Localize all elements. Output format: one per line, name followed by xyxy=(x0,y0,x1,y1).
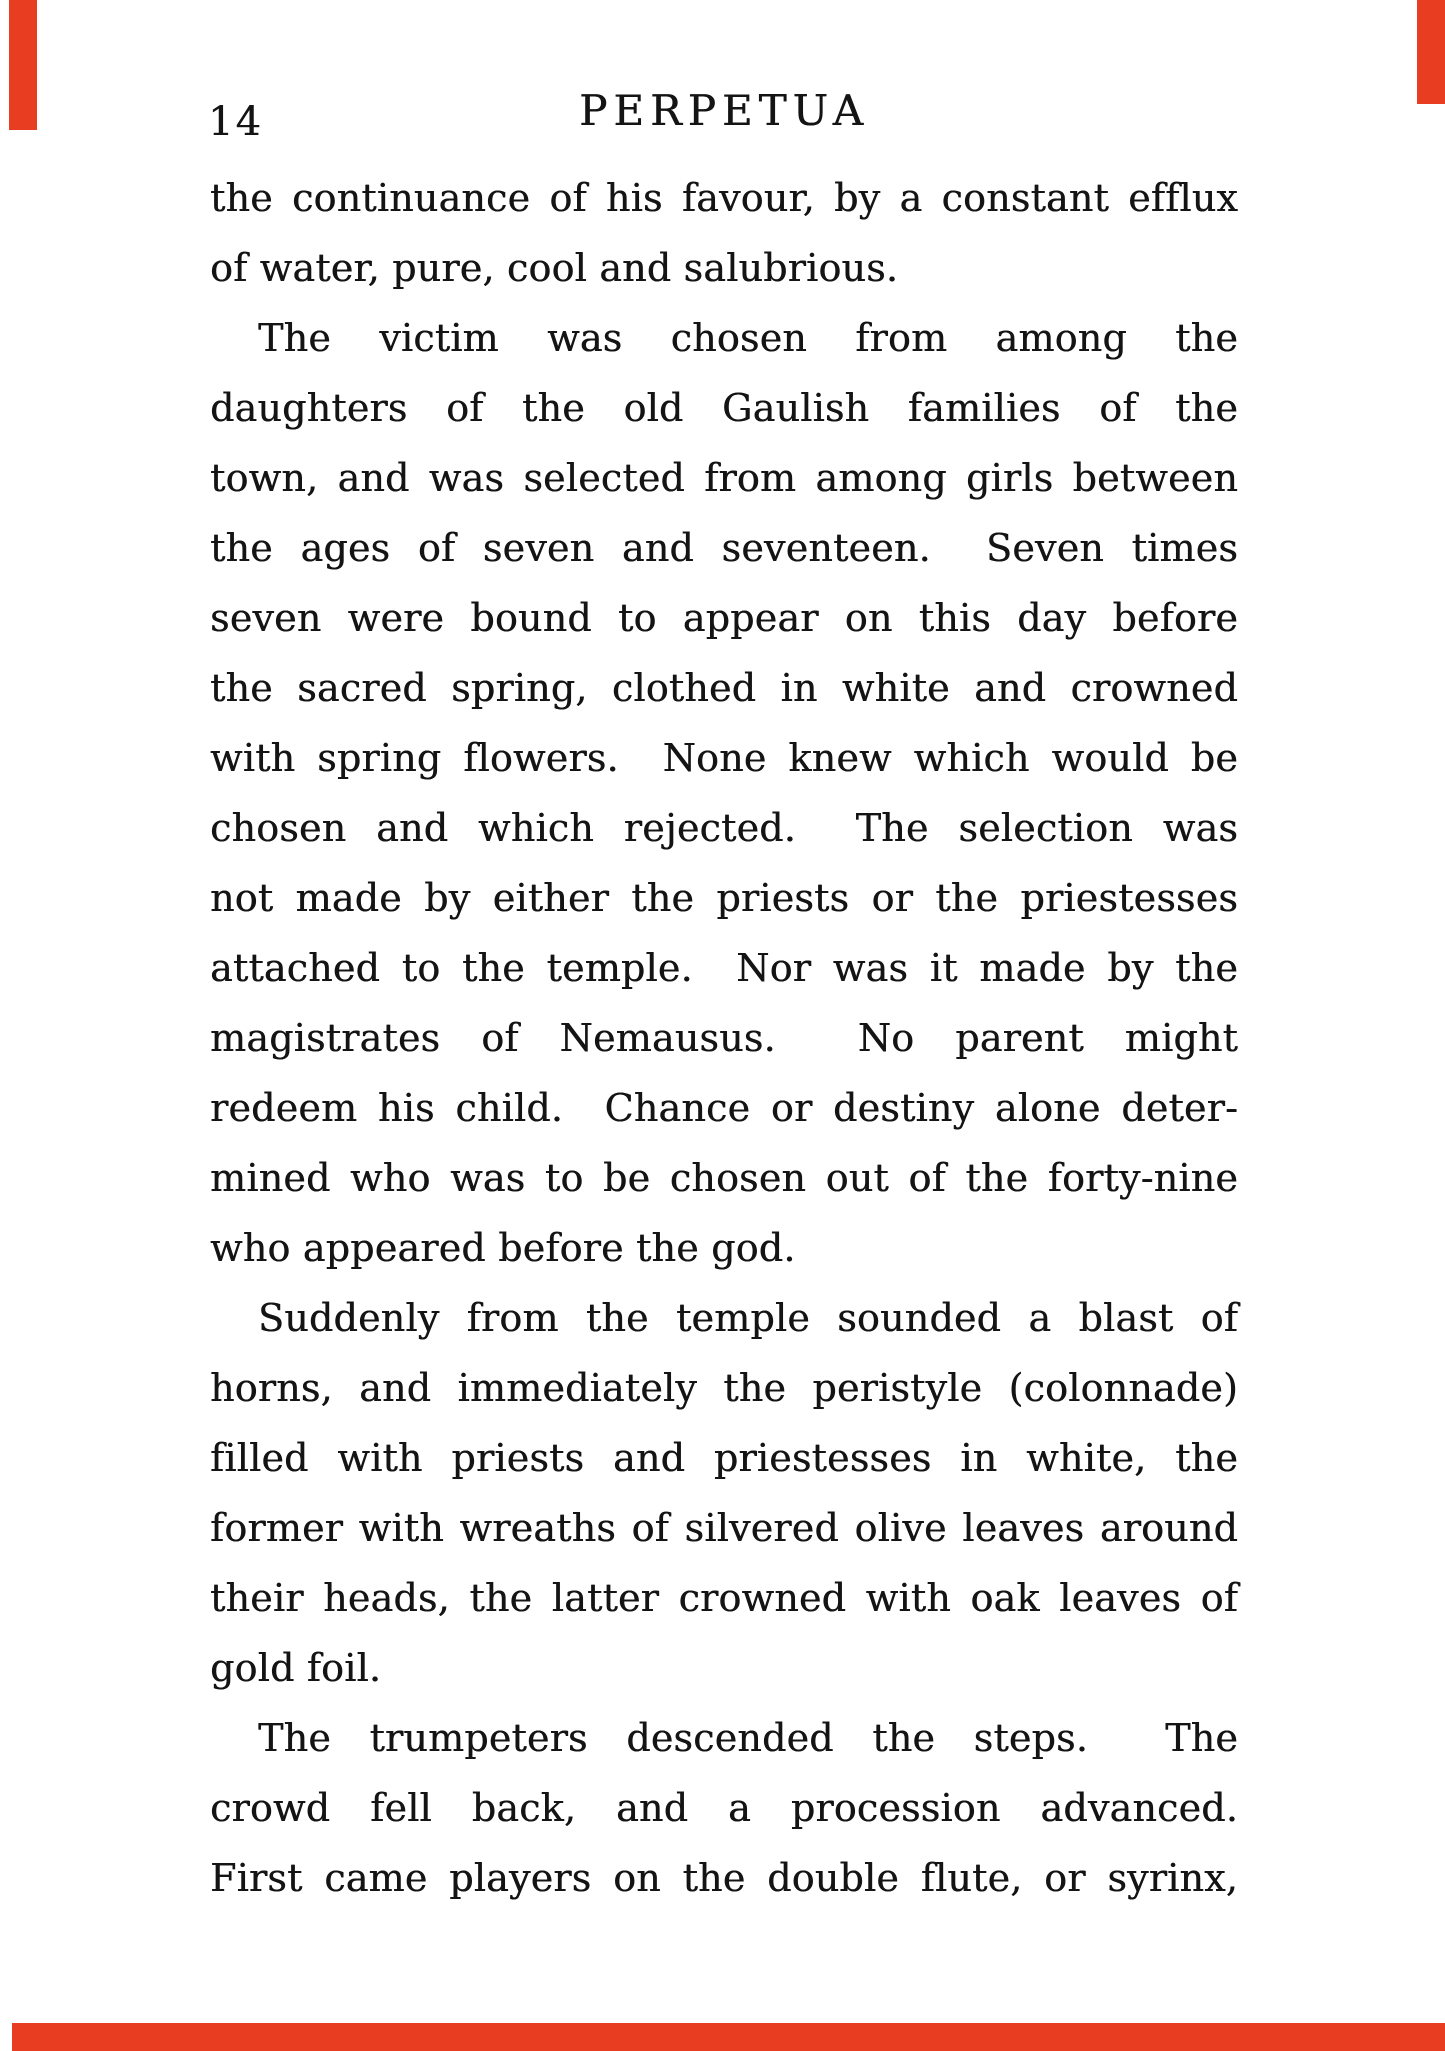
text-line: daughters of the old Gaulish families of the xyxy=(210,386,1238,430)
text-line: filled with priests and priestesses in white, the xyxy=(210,1436,1238,1480)
text-line: town, and was selected from among girls between xyxy=(210,456,1238,500)
red-scan-mark-right xyxy=(1417,0,1445,104)
text-line: chosen and which rejected. The selection was xyxy=(210,806,1238,850)
text-line: horns, and immediately the peristyle (colonnade) xyxy=(210,1366,1238,1410)
text-line: the continuance of his favour, by a constant efflux xyxy=(210,176,1238,220)
text-line: their heads, the latter crowned with oak leaves of xyxy=(210,1576,1238,1620)
text-line: magistrates of Nemausus. No parent might xyxy=(210,1016,1238,1060)
text-line: the sacred spring, clothed in white and crowned xyxy=(210,666,1238,710)
text-line: The victim was chosen from among the xyxy=(258,316,1238,360)
text-line: The trumpeters descended the steps. The xyxy=(258,1716,1238,1760)
body-text-block xyxy=(210,163,1238,1913)
text-line: of water, pure, cool and salubrious. xyxy=(210,246,899,290)
running-head-title: PERPETUA xyxy=(579,86,869,135)
text-line: mined who was to be chosen out of the forty-nine xyxy=(210,1156,1238,1200)
text-line: former with wreaths of silvered olive leaves around xyxy=(210,1506,1238,1550)
text-line: with spring flowers. None knew which would be xyxy=(210,736,1238,780)
text-line: Suddenly from the temple sounded a blast of xyxy=(258,1296,1238,1340)
text-line: gold foil. xyxy=(210,1646,382,1690)
text-line: who appeared before the god. xyxy=(210,1226,796,1270)
text-line: not made by either the priests or the priestesses xyxy=(210,876,1238,920)
red-scan-mark-bottom xyxy=(12,2023,1445,2051)
page-number: 14 xyxy=(208,99,263,145)
text-line: First came players on the double flute, or syrinx, xyxy=(210,1856,1238,1900)
text-line: seven were bound to appear on this day before xyxy=(210,596,1238,640)
red-scan-mark-left xyxy=(9,0,37,130)
text-line: the ages of seven and seventeen. Seven times xyxy=(210,526,1238,570)
text-line: crowd fell back, and a procession advanced. xyxy=(210,1786,1238,1830)
text-line: redeem his child. Chance or destiny alone deter- xyxy=(210,1086,1238,1130)
text-line: attached to the temple. Nor was it made by the xyxy=(210,946,1238,990)
